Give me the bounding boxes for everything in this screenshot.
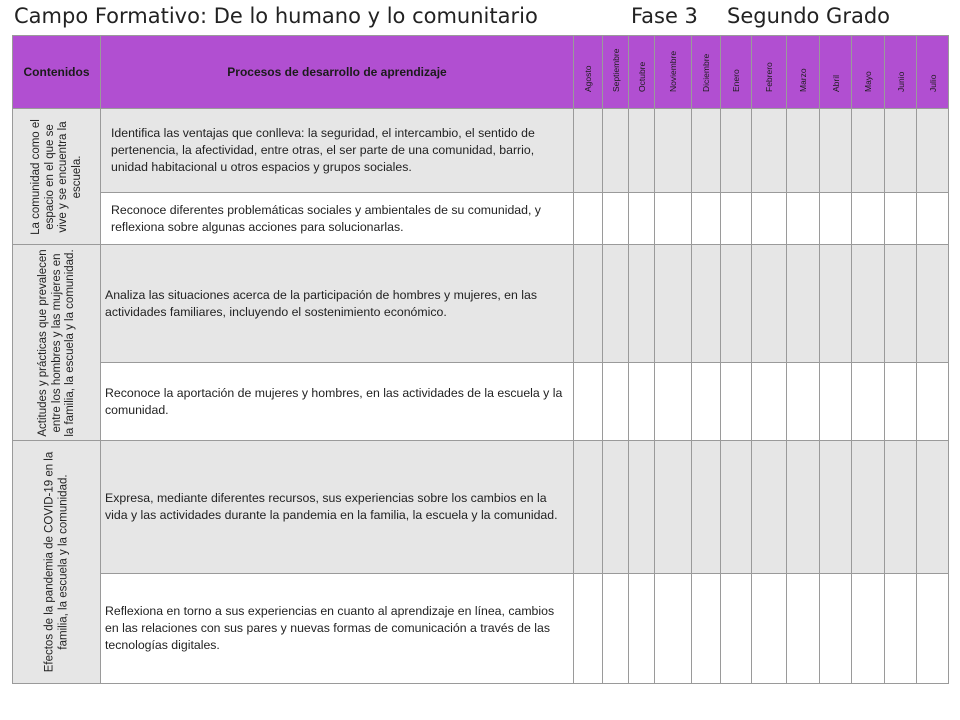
content-cell <box>13 109 101 245</box>
month-cell[interactable] <box>820 441 852 574</box>
month-cell[interactable] <box>852 245 885 363</box>
month-cell[interactable] <box>820 109 852 193</box>
month-cell[interactable] <box>752 193 787 245</box>
month-cell[interactable] <box>917 574 949 684</box>
month-cell[interactable] <box>885 193 917 245</box>
month-cell[interactable] <box>603 193 629 245</box>
month-header <box>917 36 949 109</box>
month-label: Agosto <box>583 65 593 92</box>
month-label: Julio <box>927 74 938 92</box>
month-header <box>820 36 852 109</box>
month-cell[interactable] <box>787 245 820 363</box>
month-cell[interactable] <box>574 109 603 193</box>
month-cell[interactable] <box>787 193 820 245</box>
month-cell[interactable] <box>721 193 752 245</box>
month-cell[interactable] <box>603 245 629 363</box>
table-row <box>13 245 949 363</box>
month-cell[interactable] <box>820 363 852 441</box>
month-cell[interactable] <box>917 363 949 441</box>
title-phase: Fase 3 <box>631 4 698 28</box>
process-text: Identifica las ventajas que conlleva: la seguridad, el intercambio, el sentido de pertenencia, la afectividad, entre otras, el ser parte de una comunidad, barrio, unidad habitacional u otros espacios y grupos sociales. <box>101 109 574 193</box>
month-cell[interactable] <box>574 193 603 245</box>
month-cell[interactable] <box>820 245 852 363</box>
month-cell[interactable] <box>752 363 787 441</box>
month-cell[interactable] <box>574 441 603 574</box>
month-cell[interactable] <box>852 363 885 441</box>
month-cell[interactable] <box>721 574 752 684</box>
month-cell[interactable] <box>655 363 692 441</box>
table-row <box>13 109 949 193</box>
month-label: Diciembre <box>701 53 711 92</box>
month-cell[interactable] <box>655 574 692 684</box>
month-label: Septiembre <box>610 48 621 92</box>
month-cell[interactable] <box>885 441 917 574</box>
month-cell[interactable] <box>917 441 949 574</box>
month-cell[interactable] <box>820 574 852 684</box>
month-header <box>655 36 692 109</box>
page-title <box>14 4 954 34</box>
table-row <box>13 441 949 574</box>
title-main: Campo Formativo: De lo humano y lo comunitario <box>14 4 538 28</box>
month-cell[interactable] <box>852 193 885 245</box>
month-cell[interactable] <box>629 441 655 574</box>
month-cell[interactable] <box>603 109 629 193</box>
month-cell[interactable] <box>692 245 721 363</box>
month-label: Abril <box>830 74 841 92</box>
month-cell[interactable] <box>574 245 603 363</box>
month-cell[interactable] <box>852 441 885 574</box>
month-cell[interactable] <box>603 441 629 574</box>
month-label: Octubre <box>636 61 647 92</box>
month-cell[interactable] <box>917 245 949 363</box>
month-cell[interactable] <box>603 363 629 441</box>
table-row <box>13 574 949 684</box>
table-header-row <box>13 36 949 109</box>
month-label: Marzo <box>798 68 808 92</box>
table-row <box>13 193 949 245</box>
month-header <box>885 36 917 109</box>
month-cell[interactable] <box>917 109 949 193</box>
content-text: Actitudes y prácticas que prevalecen entre los hombres y las mujeres en la familia, la escuela y la comunidad. <box>36 248 76 437</box>
month-cell[interactable] <box>885 363 917 441</box>
month-cell[interactable] <box>917 193 949 245</box>
month-cell[interactable] <box>885 109 917 193</box>
content-text: Efectos de la pandemia de COVID-19 en la familia, la escuela y la comunidad. <box>43 451 69 673</box>
month-cell[interactable] <box>629 363 655 441</box>
month-cell[interactable] <box>629 193 655 245</box>
header-contents: Contenidos <box>13 36 101 109</box>
month-cell[interactable] <box>752 245 787 363</box>
month-cell[interactable] <box>852 109 885 193</box>
month-cell[interactable] <box>655 109 692 193</box>
month-cell[interactable] <box>692 363 721 441</box>
process-text: Reconoce diferentes problemáticas sociales y ambientales de su comunidad, y reflexiona sobre algunas acciones para solucionarlas. <box>101 193 574 245</box>
process-text: Reconoce la aportación de mujeres y hombres, en las actividades de la escuela y la comunidad. <box>101 363 574 441</box>
month-cell[interactable] <box>574 363 603 441</box>
process-text: Expresa, mediante diferentes recursos, sus experiencias sobre los cambios en la vida y las actividades durante la pandemia en la familia, la escuela y la comunidad. <box>101 441 574 574</box>
month-cell[interactable] <box>852 574 885 684</box>
month-cell[interactable] <box>752 574 787 684</box>
month-cell[interactable] <box>721 109 752 193</box>
month-header <box>603 36 629 109</box>
month-cell[interactable] <box>721 363 752 441</box>
month-cell[interactable] <box>787 441 820 574</box>
month-cell[interactable] <box>721 245 752 363</box>
month-header <box>574 36 603 109</box>
month-cell[interactable] <box>655 245 692 363</box>
month-cell[interactable] <box>692 109 721 193</box>
content-cell <box>13 441 101 684</box>
month-cell[interactable] <box>787 363 820 441</box>
planning-table <box>12 35 949 684</box>
month-label: Noviembre <box>668 50 678 92</box>
month-cell[interactable] <box>752 441 787 574</box>
month-label: Enero <box>731 69 741 92</box>
month-cell[interactable] <box>574 574 603 684</box>
month-cell[interactable] <box>820 193 852 245</box>
month-cell[interactable] <box>787 109 820 193</box>
month-cell[interactable] <box>655 193 692 245</box>
table-body <box>13 109 949 684</box>
month-header <box>692 36 721 109</box>
table-row <box>13 363 949 441</box>
month-header <box>629 36 655 109</box>
month-cell[interactable] <box>721 441 752 574</box>
month-label: Junio <box>895 71 906 92</box>
month-cell[interactable] <box>787 574 820 684</box>
month-cell[interactable] <box>752 109 787 193</box>
title-grade: Segundo Grado <box>727 4 891 28</box>
month-header <box>721 36 752 109</box>
month-cell[interactable] <box>692 193 721 245</box>
month-header <box>852 36 885 109</box>
month-cell[interactable] <box>885 245 917 363</box>
month-cell[interactable] <box>629 574 655 684</box>
header-processes: Procesos de desarrollo de aprendizaje <box>101 36 574 109</box>
content-cell <box>13 245 101 441</box>
content-text: La comunidad como el espacio en el que se vive y se encuentra la escuela. <box>29 118 82 235</box>
month-cell[interactable] <box>655 441 692 574</box>
month-cell[interactable] <box>603 574 629 684</box>
month-cell[interactable] <box>629 109 655 193</box>
process-text: Analiza las situaciones acerca de la participación de hombres y mujeres, en las actividades familiares, incluyendo el sostenimiento económico. <box>101 245 574 363</box>
month-cell[interactable] <box>692 574 721 684</box>
month-header <box>752 36 787 109</box>
month-label: Mayo <box>863 71 873 92</box>
month-label: Febrero <box>764 62 774 92</box>
month-cell[interactable] <box>692 441 721 574</box>
month-cell[interactable] <box>629 245 655 363</box>
process-text: Reflexiona en torno a sus experiencias en cuanto al aprendizaje en línea, cambios en las relaciones con sus pares y nuevas formas de comunicación a través de las tecnologías digitales. <box>101 574 574 684</box>
month-header <box>787 36 820 109</box>
month-cell[interactable] <box>885 574 917 684</box>
